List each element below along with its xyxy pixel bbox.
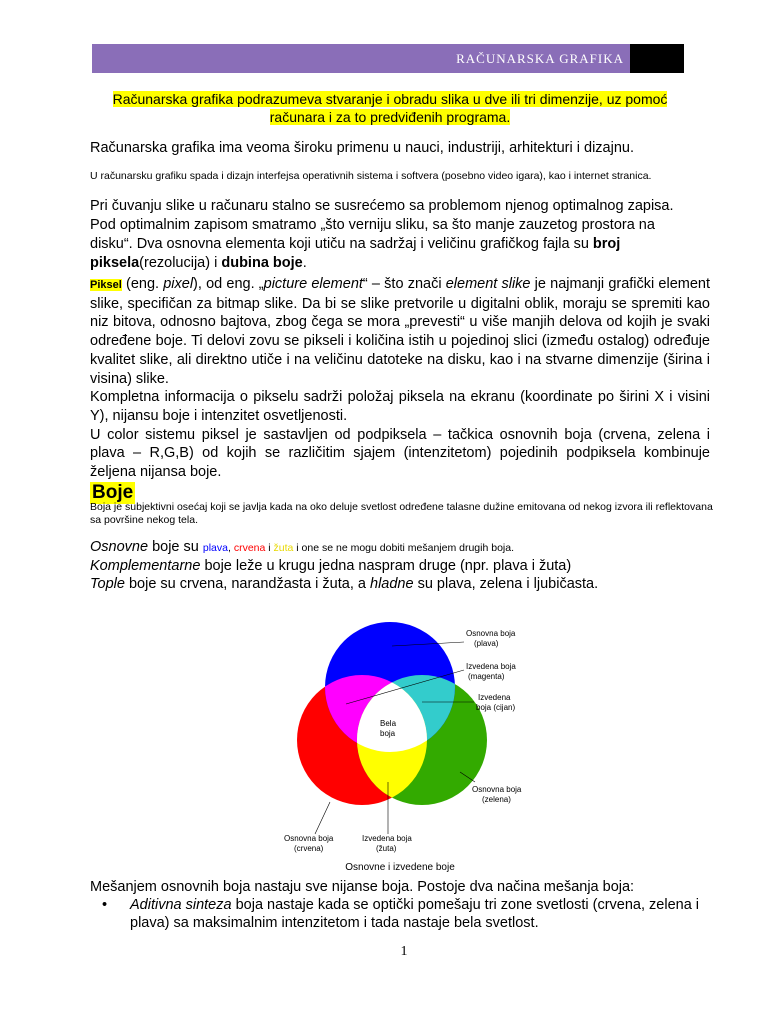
label-center-1: Bela bbox=[380, 719, 397, 728]
bullet-text bbox=[130, 896, 712, 932]
color-mixing-diagram bbox=[270, 612, 550, 862]
page-number: 1 bbox=[400, 944, 408, 959]
header-black-block bbox=[630, 44, 684, 73]
osnovne-italic: Osnovne bbox=[90, 539, 149, 555]
bullet-italic: Aditivna sinteza bbox=[130, 897, 232, 913]
comma: , bbox=[227, 542, 234, 554]
kompl-text: boje leže u krugu jedna naspram druge (npr. plava i žuta) bbox=[200, 558, 572, 574]
bullet-dot: • bbox=[102, 897, 108, 913]
storage-end: . bbox=[302, 255, 307, 271]
pixel-t6: U color sistemu piksel je sastavljen od podpiksela – tačkica osnovnih boja (crvena, zelena i plava – R,G,B) od kojih se različitim sjajem (intenzitetom) pojedinih podpiksela kombinuje željena nijansa boje. bbox=[90, 426, 710, 481]
storage-text: Pri čuvanju slike u računaru stalno se susrećemo sa problemom njenog optimalnog zapisa. Pod optimalnim zapisom smatramo „što verniju sliku, sa što manje zauzetog prostora na disku“. Dva osnovna elementa koji utiču na sadržaj i veličinu grafičkog fajla su bbox=[90, 198, 674, 252]
bullet-body: boja nastaje kada se optički pomešaju tri zone svetlosti (crvena, zelena i plava) sa maksimalnim intenzitetom i tada nastaje bela svetlost. bbox=[130, 897, 700, 931]
label-yellow-1: Izvedena boja bbox=[362, 834, 412, 843]
word-crvena: crvena bbox=[233, 542, 266, 554]
label-green-1: Osnovna boja bbox=[472, 785, 522, 794]
word-i: i bbox=[265, 542, 274, 554]
storage-bold-pixels: broj piksela bbox=[90, 236, 621, 271]
intro-text: Računarska grafika podrazumeva stvaranje i obradu slika u dve ili tri dimenzije, uz pomoć računara i za to predviđenih programa. bbox=[112, 91, 668, 125]
label-cyan-2: boja (cijan) bbox=[476, 703, 516, 712]
label-red-1: Osnovna boja bbox=[284, 834, 334, 843]
pixel-i2: picture element bbox=[263, 276, 363, 292]
color-types bbox=[90, 538, 730, 593]
boje-description: Boja je subjektivni osećaj koji se javlja kada na oko deluje svetlost određene talasne dužine emitovana od nekog izvora ili reflektovana sa površine nekog tela. bbox=[90, 501, 713, 526]
storage-mid: (rezolucija) i bbox=[139, 255, 222, 271]
paragraph-pixel bbox=[90, 275, 710, 482]
intro-paragraph bbox=[90, 90, 690, 126]
label-center-2: boja bbox=[380, 729, 396, 738]
section-title-boje: Boje bbox=[92, 482, 134, 503]
hladne-text: su plava, zelena i ljubičasta. bbox=[413, 576, 599, 592]
paragraph-applications: Računarska grafika ima veoma široku primenu u nauci, industriji, arhitekturi i dizajnu. bbox=[90, 140, 634, 156]
line-tople bbox=[90, 575, 730, 593]
pixel-i1: pixel bbox=[163, 276, 194, 292]
label-magenta-1: Izvedena boja bbox=[466, 662, 516, 671]
pixel-t3: “ – što znači bbox=[362, 276, 446, 292]
word-zuta: žuta bbox=[273, 542, 294, 554]
label-blue-1: Osnovna boja bbox=[466, 629, 516, 638]
word-plava: plava bbox=[202, 542, 228, 554]
pixel-t5: Kompletna informacija o pikselu sadrži položaj piksela na ekranu (koordinate po širini X i visini Y), nijansu boje i intenzitet osvetljenosti. bbox=[90, 389, 710, 424]
osnovne-end: i one se ne mogu dobiti mešanjem drugih boja. bbox=[293, 542, 515, 554]
line-osnovne bbox=[90, 538, 730, 557]
paragraph-mixing: Mešanjem osnovnih boja nastaju sve nijanse boja. Postoje dva načina mešanja boja: bbox=[90, 879, 635, 895]
header-title: RAČUNARSKA GRAFIKA bbox=[456, 51, 624, 66]
label-yellow-2: (žuta) bbox=[376, 844, 397, 853]
label-red-2: (crvena) bbox=[294, 844, 324, 853]
label-magenta-2: (magenta) bbox=[468, 672, 505, 681]
label-green-2: (zelena) bbox=[482, 795, 511, 804]
label-blue-2: (plava) bbox=[474, 639, 499, 648]
pixel-label: Piksel bbox=[90, 279, 122, 291]
paragraph-interfaces: U računarsku grafiku spada i dizajn interfejsa operativnih sistema i softvera (posebno video igara), kao i internet stranica. bbox=[90, 170, 652, 182]
kompl-italic: Komplementarne bbox=[90, 558, 201, 574]
osnovne-text: boje su bbox=[148, 539, 203, 555]
line-komplementarne bbox=[90, 557, 730, 575]
hladne-italic: hladne bbox=[370, 576, 414, 592]
tople-italic: Tople bbox=[90, 576, 125, 592]
figure-caption: Osnovne i izvedene boje bbox=[345, 862, 455, 873]
pixel-t2: ), od eng. „ bbox=[193, 276, 264, 292]
pixel-t1: (eng. bbox=[121, 276, 164, 292]
pixel-i3: element slike bbox=[445, 276, 531, 292]
pixel-t4: je najmanji grafički element slike, specifičan za bitmap slike. Da bi se slike pretvorile u digitalni oblik, moraju se spremiti kao niz bitova, odnosno bajtova, zbog čega se mora „prevesti“ u više manjih delova od kojih je svaki određene boje. Ti delovi zovu se pikseli i količina istih u pojedinoj slici (između ostalog) određuje kvalitet slike, ali direktno utiče i na veličinu datoteke na disku, kao i na stvarne dimenzije (širina i visina) slike. bbox=[90, 276, 711, 387]
label-cyan-1: Izvedena bbox=[478, 693, 511, 702]
tople-text: boje su crvena, narandžasta i žuta, a bbox=[124, 576, 370, 592]
storage-bold-depth: dubina boje bbox=[221, 255, 303, 271]
paragraph-storage bbox=[90, 197, 690, 273]
